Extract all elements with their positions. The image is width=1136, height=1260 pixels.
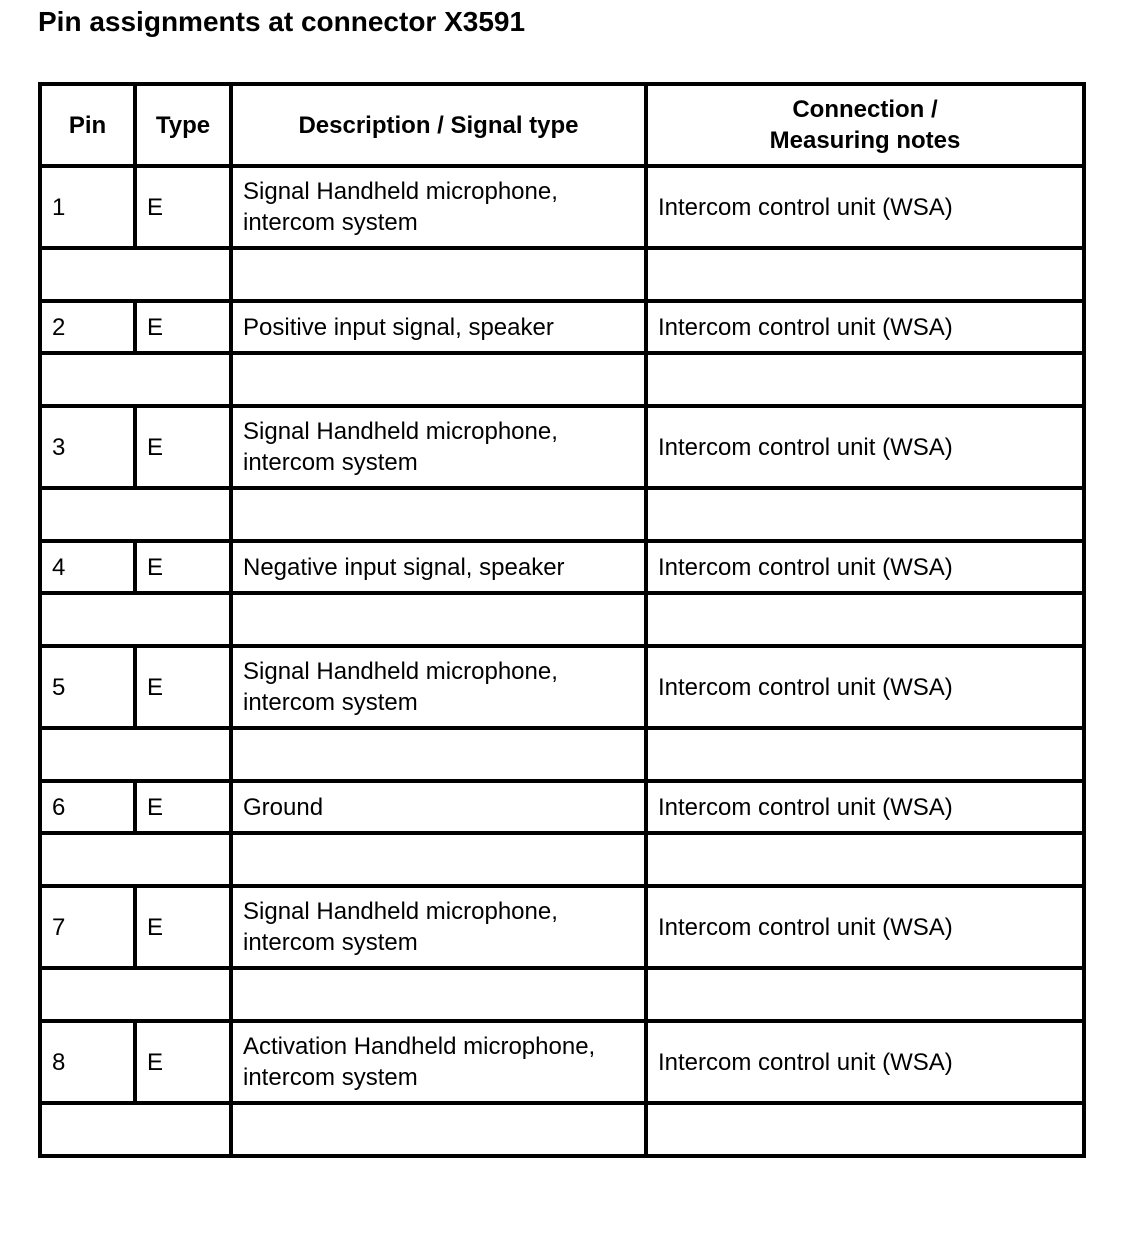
- blank-cell: [646, 728, 1084, 781]
- cell-description: Negative input signal, speaker: [231, 541, 646, 593]
- cell-type: E: [135, 406, 231, 488]
- blank-cell: [646, 833, 1084, 886]
- pin-assignment-table: [38, 82, 1086, 1158]
- cell-description: Positive input signal, speaker: [231, 301, 646, 353]
- cell-description: Signal Handheld microphone, intercom system: [231, 166, 646, 248]
- blank-row: [40, 353, 1084, 406]
- cell-type: E: [135, 166, 231, 248]
- cell-pin: 6: [40, 781, 135, 833]
- cell-connection: Intercom control unit (WSA): [646, 166, 1084, 248]
- table-row: [40, 646, 1084, 728]
- blank-row: [40, 728, 1084, 781]
- cell-pin: 1: [40, 166, 135, 248]
- cell-connection: Intercom control unit (WSA): [646, 301, 1084, 353]
- blank-cell: [231, 968, 646, 1021]
- cell-pin: 8: [40, 1021, 135, 1103]
- blank-row: [40, 968, 1084, 1021]
- blank-row: [40, 1103, 1084, 1156]
- header-type: Type: [135, 84, 231, 166]
- blank-cell: [231, 248, 646, 301]
- header-connection-line2: Measuring notes: [769, 127, 961, 154]
- blank-cell: [231, 488, 646, 541]
- cell-connection: Intercom control unit (WSA): [646, 886, 1084, 968]
- header-connection: [646, 84, 1084, 166]
- blank-cell: [40, 488, 231, 541]
- cell-connection: Intercom control unit (WSA): [646, 781, 1084, 833]
- blank-cell: [646, 968, 1084, 1021]
- cell-pin: 3: [40, 406, 135, 488]
- blank-cell: [40, 968, 231, 1021]
- cell-type: E: [135, 646, 231, 728]
- cell-pin: 2: [40, 301, 135, 353]
- cell-connection: Intercom control unit (WSA): [646, 406, 1084, 488]
- blank-row: [40, 488, 1084, 541]
- table-row: [40, 301, 1084, 353]
- blank-row: [40, 833, 1084, 886]
- blank-cell: [646, 1103, 1084, 1156]
- blank-cell: [40, 1103, 231, 1156]
- table-row: [40, 166, 1084, 248]
- table-row: [40, 541, 1084, 593]
- header-row: [40, 84, 1084, 166]
- cell-description: Signal Handheld microphone, intercom system: [231, 886, 646, 968]
- blank-cell: [40, 728, 231, 781]
- blank-row: [40, 593, 1084, 646]
- cell-description: Signal Handheld microphone, intercom system: [231, 646, 646, 728]
- blank-cell: [40, 248, 231, 301]
- cell-type: E: [135, 886, 231, 968]
- cell-connection: Intercom control unit (WSA): [646, 541, 1084, 593]
- cell-connection: Intercom control unit (WSA): [646, 1021, 1084, 1103]
- blank-cell: [231, 728, 646, 781]
- cell-pin: 5: [40, 646, 135, 728]
- blank-cell: [646, 353, 1084, 406]
- blank-cell: [646, 593, 1084, 646]
- cell-type: E: [135, 1021, 231, 1103]
- cell-description: Activation Handheld microphone, intercom system: [231, 1021, 646, 1103]
- table-row: [40, 1021, 1084, 1103]
- blank-cell: [231, 353, 646, 406]
- blank-cell: [231, 1103, 646, 1156]
- header-pin: Pin: [40, 84, 135, 166]
- cell-connection: Intercom control unit (WSA): [646, 646, 1084, 728]
- blank-row: [40, 248, 1084, 301]
- table-row: [40, 406, 1084, 488]
- blank-cell: [231, 593, 646, 646]
- header-connection-line1: Connection /: [792, 96, 938, 123]
- blank-cell: [40, 593, 231, 646]
- cell-pin: 7: [40, 886, 135, 968]
- table-row: [40, 886, 1084, 968]
- blank-cell: [231, 833, 646, 886]
- cell-description: Signal Handheld microphone, intercom system: [231, 406, 646, 488]
- header-description: Description / Signal type: [231, 84, 646, 166]
- blank-cell: [646, 488, 1084, 541]
- table-row: [40, 781, 1084, 833]
- cell-type: E: [135, 781, 231, 833]
- cell-pin: 4: [40, 541, 135, 593]
- page-title: Pin assignments at connector X3591: [38, 6, 526, 37]
- cell-type: E: [135, 301, 231, 353]
- blank-cell: [40, 833, 231, 886]
- blank-cell: [40, 353, 231, 406]
- cell-type: E: [135, 541, 231, 593]
- cell-description: Ground: [231, 781, 646, 833]
- blank-cell: [646, 248, 1084, 301]
